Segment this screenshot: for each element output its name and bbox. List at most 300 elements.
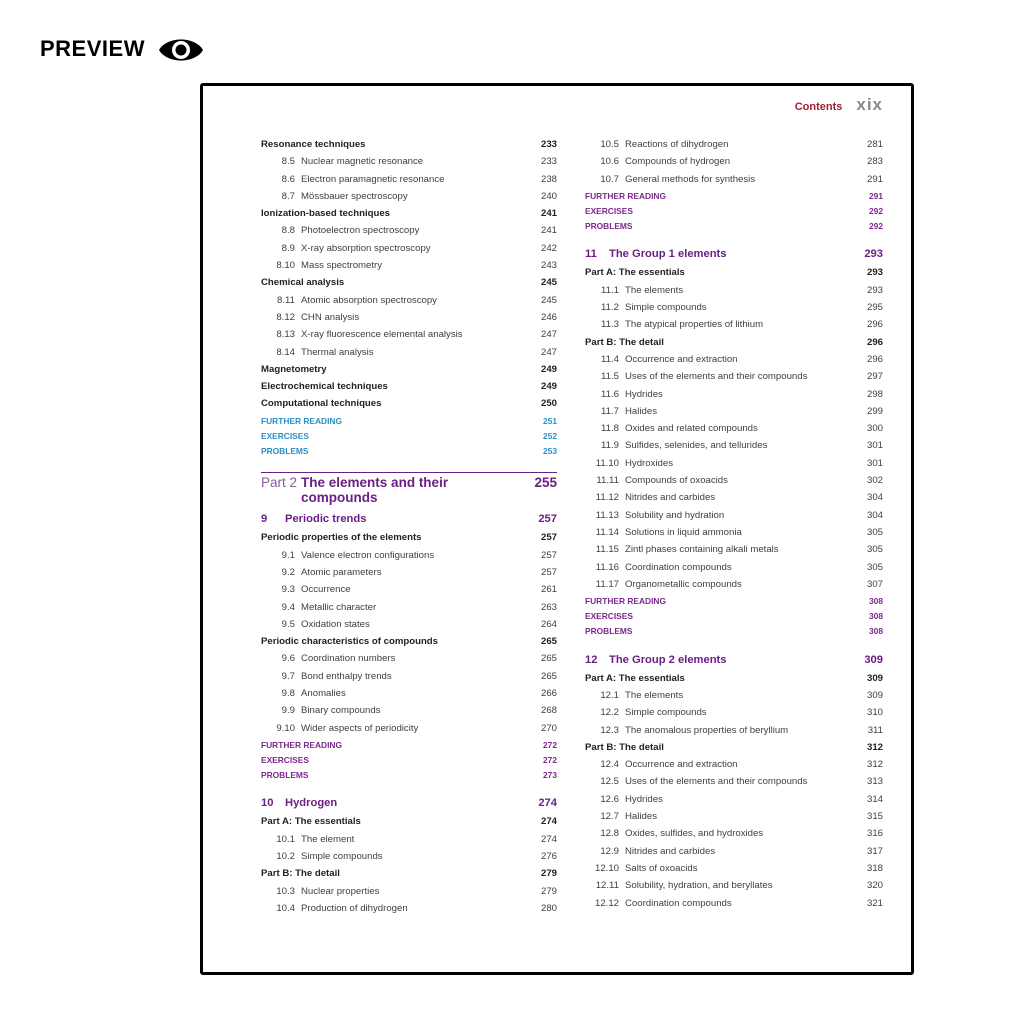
toc-section-heading[interactable] bbox=[261, 381, 557, 398]
toc-end-matter-link[interactable] bbox=[261, 446, 557, 461]
toc-entry-number: 11.9 bbox=[601, 440, 619, 452]
toc-entry-text bbox=[261, 295, 513, 306]
toc-section-heading[interactable] bbox=[261, 532, 557, 549]
toc-entry-title: Compounds of oxoacids bbox=[625, 475, 728, 487]
toc-entry-page: 320 bbox=[866, 880, 883, 892]
toc-entry-text bbox=[261, 653, 513, 664]
toc-entry-number: 9.6 bbox=[281, 653, 295, 665]
toc-entry-number: 8.7 bbox=[281, 190, 295, 202]
toc-entry-page: 304 bbox=[866, 492, 883, 504]
toc-section-heading[interactable] bbox=[585, 742, 883, 759]
chapter-page: 274 bbox=[538, 797, 557, 810]
toc-entry-text bbox=[261, 260, 513, 271]
toc-entry-page: 265 bbox=[540, 653, 557, 665]
toc-entry-text bbox=[585, 776, 839, 787]
toc-entry[interactable] bbox=[261, 329, 557, 346]
toc-entry-page: 308 bbox=[869, 626, 883, 637]
part-heading[interactable] bbox=[261, 475, 557, 506]
toc-entry-page: 238 bbox=[540, 173, 557, 185]
toc-entry-text bbox=[585, 423, 839, 434]
toc-entry-page: 296 bbox=[866, 336, 883, 348]
toc-entry[interactable] bbox=[261, 705, 557, 722]
toc-entry-number: 12.8 bbox=[600, 828, 619, 840]
part-title: The elements and their compounds bbox=[301, 475, 449, 506]
toc-entry-title: PROBLEMS bbox=[585, 626, 633, 637]
toc-entry-page: 292 bbox=[869, 221, 883, 232]
toc-entry-title: Periodic characteristics of compounds bbox=[261, 636, 439, 648]
toc-section-heading[interactable] bbox=[261, 139, 557, 156]
toc-entry-page: 305 bbox=[866, 544, 883, 556]
toc-entry-page: 272 bbox=[543, 755, 557, 766]
toc-entry-page: 316 bbox=[866, 828, 883, 840]
toc-entry-title: Part A: The essentials bbox=[261, 816, 361, 828]
toc-entry-number: 11.16 bbox=[595, 561, 619, 573]
toc-entry-text bbox=[261, 243, 513, 254]
toc-entry[interactable] bbox=[585, 285, 883, 302]
toc-entry-text bbox=[261, 903, 513, 914]
toc-left-column bbox=[261, 139, 557, 920]
toc-entry-text bbox=[261, 834, 513, 845]
toc-entry-page: 281 bbox=[866, 139, 883, 150]
toc-entry-number: 8.8 bbox=[281, 225, 295, 237]
toc-entry-title: Solubility, hydration, and beryllates bbox=[625, 880, 773, 892]
chapter-heading[interactable] bbox=[261, 513, 557, 532]
toc-entry-title: X-ray fluorescence elemental analysis bbox=[301, 329, 463, 341]
toc-entry[interactable] bbox=[261, 834, 557, 851]
toc-entry-title: FURTHER READING bbox=[585, 190, 666, 201]
toc-entry[interactable] bbox=[585, 690, 883, 707]
toc-entry-text bbox=[261, 156, 513, 167]
eye-icon[interactable] bbox=[157, 32, 205, 68]
chapter-heading[interactable] bbox=[261, 797, 557, 816]
toc-entry-page: 261 bbox=[540, 584, 557, 596]
toc-entry[interactable] bbox=[261, 312, 557, 329]
toc-entry-page: 246 bbox=[540, 311, 557, 323]
toc-entry-title: Oxides and related compounds bbox=[625, 423, 758, 435]
toc-entry[interactable] bbox=[261, 174, 557, 191]
toc-entry[interactable] bbox=[585, 389, 883, 406]
toc-entry-page: 273 bbox=[543, 770, 557, 781]
toc-entry-page: 249 bbox=[540, 363, 557, 375]
toc-entry-title: Occurrence and extraction bbox=[625, 353, 738, 365]
toc-entry-text bbox=[585, 285, 839, 296]
toc-section-heading[interactable] bbox=[261, 398, 557, 415]
toc-entry-text bbox=[585, 880, 839, 891]
toc-entry[interactable] bbox=[585, 811, 883, 828]
toc-entry-title: Solubility and hydration bbox=[625, 509, 725, 521]
toc-section-heading[interactable] bbox=[261, 816, 557, 833]
toc-entry-title: Coordination compounds bbox=[625, 897, 732, 909]
toc-entry-number: 12.7 bbox=[600, 811, 619, 823]
toc-entry-number: 11.7 bbox=[601, 405, 619, 417]
toc-entry-title: Coordination numbers bbox=[301, 653, 396, 665]
toc-entry-text bbox=[585, 139, 839, 150]
toc-entry[interactable] bbox=[261, 653, 557, 670]
toc-right-column bbox=[585, 139, 883, 915]
part-divider-rule bbox=[261, 472, 557, 473]
toc-entry[interactable] bbox=[585, 846, 883, 863]
toc-entry-page: 301 bbox=[866, 440, 883, 452]
toc-entry-title: Atomic parameters bbox=[301, 566, 382, 578]
toc-end-matter-link[interactable] bbox=[261, 755, 557, 770]
chapter-title: The Group 2 elements bbox=[609, 653, 727, 666]
toc-entry-title: Magnetometry bbox=[261, 363, 327, 375]
toc-entry-page: 241 bbox=[540, 225, 557, 237]
toc-entry-title: EXERCISES bbox=[261, 755, 309, 766]
toc-entry-number: 11.5 bbox=[601, 371, 619, 383]
toc-entry-page: 313 bbox=[866, 776, 883, 788]
toc-entry-title: Electron paramagnetic resonance bbox=[301, 173, 445, 185]
toc-entry-number: 9.9 bbox=[281, 705, 295, 717]
toc-entry-page: 304 bbox=[866, 509, 883, 521]
toc-entry[interactable] bbox=[261, 723, 557, 740]
toc-entry-number: 12.1 bbox=[600, 689, 619, 701]
toc-entry-title: Valence electron configurations bbox=[301, 549, 435, 561]
document-page bbox=[200, 83, 914, 975]
toc-entry-page: 311 bbox=[867, 724, 883, 736]
toc-entry-page: 264 bbox=[540, 618, 557, 630]
toc-entry-title: Compounds of hydrogen bbox=[625, 156, 731, 168]
toc-entry[interactable] bbox=[585, 510, 883, 527]
toc-entry-number: 12.10 bbox=[594, 862, 619, 874]
toc-end-matter-link[interactable] bbox=[261, 770, 557, 785]
toc-entry-number: 9.2 bbox=[281, 566, 295, 578]
toc-entry[interactable] bbox=[261, 347, 557, 364]
toc-entry[interactable] bbox=[261, 619, 557, 636]
toc-entry-page: 297 bbox=[866, 371, 883, 383]
toc-entry-page: 252 bbox=[543, 430, 557, 441]
toc-entry-text bbox=[585, 406, 839, 417]
toc-entry-title: The element bbox=[301, 833, 355, 845]
toc-section-heading[interactable] bbox=[261, 868, 557, 885]
toc-entry[interactable] bbox=[261, 191, 557, 208]
preview-label: PREVIEW bbox=[40, 36, 145, 61]
toc-entry-text bbox=[585, 690, 839, 701]
chapter-title-wrap bbox=[585, 248, 839, 260]
chapter-title-wrap bbox=[261, 797, 513, 809]
toc-end-matter-link[interactable] bbox=[261, 431, 557, 446]
toc-entry-title: Simple compounds bbox=[625, 302, 707, 314]
toc-entry-title: The elements bbox=[625, 284, 684, 296]
toc-entry[interactable] bbox=[585, 458, 883, 475]
toc-entry[interactable] bbox=[585, 898, 883, 915]
toc-entry-page: 308 bbox=[869, 611, 883, 622]
toc-entry-page: 245 bbox=[540, 277, 557, 289]
toc-entry-title: X-ray absorption spectroscopy bbox=[301, 242, 431, 254]
toc-entry-title: Coordination compounds bbox=[625, 561, 732, 573]
chapter-page: 309 bbox=[864, 653, 883, 666]
toc-entry-title: Chemical analysis bbox=[261, 277, 345, 289]
toc-entry-number: 9.3 bbox=[281, 584, 295, 596]
toc-entry-title: PROBLEMS bbox=[261, 770, 309, 781]
toc-entry-text bbox=[261, 851, 513, 862]
toc-entry-number: 12.5 bbox=[600, 776, 619, 788]
toc-entry-title: EXERCISES bbox=[585, 206, 633, 217]
toc-entry-title: Hydrides bbox=[625, 388, 663, 400]
toc-entry[interactable] bbox=[261, 671, 557, 688]
toc-entry-title: Halides bbox=[625, 811, 657, 823]
toc-entry-title: Halides bbox=[625, 405, 657, 417]
toc-entry-text bbox=[261, 584, 513, 595]
toc-end-matter-link[interactable] bbox=[261, 740, 557, 755]
toc-entry-title: Reactions of dihydrogen bbox=[625, 139, 729, 150]
toc-entry[interactable] bbox=[585, 371, 883, 388]
toc-entry[interactable] bbox=[585, 527, 883, 544]
toc-entry-title: Computational techniques bbox=[261, 398, 382, 410]
toc-entry-title: EXERCISES bbox=[585, 611, 633, 622]
toc-entry-page: 266 bbox=[540, 687, 557, 699]
toc-entry-number: 12.6 bbox=[600, 793, 619, 805]
toc-entry-number: 11.1 bbox=[601, 284, 619, 296]
toc-entry-number: 8.13 bbox=[276, 329, 295, 341]
toc-section-heading[interactable] bbox=[585, 337, 883, 354]
toc-entry[interactable] bbox=[585, 776, 883, 793]
chapter-title-wrap bbox=[261, 513, 513, 525]
toc-entry-page: 253 bbox=[543, 446, 557, 457]
toc-entry-text bbox=[585, 174, 839, 185]
toc-entry-title: Simple compounds bbox=[625, 707, 707, 719]
toc-right-top-block bbox=[585, 139, 883, 236]
toc-entry-page: 321 bbox=[866, 897, 883, 909]
toc-entry[interactable] bbox=[261, 886, 557, 903]
toc-entry-number: 8.9 bbox=[281, 242, 295, 254]
toc-entry-page: 296 bbox=[866, 353, 883, 365]
toc-section-heading[interactable] bbox=[261, 636, 557, 653]
toc-entry-page: 274 bbox=[540, 816, 557, 828]
chapter-number: 12 bbox=[585, 653, 598, 666]
toc-entry-text bbox=[261, 671, 513, 682]
toc-entry-page: 268 bbox=[540, 705, 557, 717]
toc-entry-page: 312 bbox=[866, 741, 883, 753]
toc-section-heading[interactable] bbox=[261, 208, 557, 225]
toc-entry-number: 11.14 bbox=[595, 526, 619, 538]
toc-entry-page: 305 bbox=[866, 561, 883, 573]
toc-entry-text bbox=[261, 174, 513, 185]
toc-entry-text bbox=[585, 863, 839, 874]
toc-entry-text bbox=[585, 794, 839, 805]
toc-entry-title: Ionization-based techniques bbox=[261, 208, 390, 220]
toc-entry-number: 11.2 bbox=[601, 302, 619, 314]
toc-entry[interactable] bbox=[585, 319, 883, 336]
toc-entry-text bbox=[261, 602, 513, 613]
toc-entry-page: 233 bbox=[540, 156, 557, 168]
toc-end-matter-link[interactable] bbox=[585, 596, 883, 611]
toc-entry-page: 242 bbox=[540, 242, 557, 254]
toc-entry-page: 310 bbox=[866, 707, 883, 719]
toc-entry-page: 270 bbox=[540, 722, 557, 734]
toc-entry[interactable] bbox=[585, 423, 883, 440]
toc-entry-number: 10.6 bbox=[600, 156, 619, 168]
toc-entry-text bbox=[585, 475, 839, 486]
toc-entry[interactable] bbox=[261, 225, 557, 242]
toc-entry[interactable] bbox=[585, 725, 883, 742]
chapter-heading[interactable] bbox=[585, 654, 883, 673]
toc-entry-title: FURTHER READING bbox=[261, 739, 342, 750]
toc-entry-number: 9.10 bbox=[276, 722, 295, 734]
toc-entry[interactable] bbox=[261, 688, 557, 705]
toc-entry-number: 11.6 bbox=[601, 388, 619, 400]
toc-entry-page: 263 bbox=[540, 601, 557, 613]
chapter-title: Periodic trends bbox=[285, 513, 367, 526]
toc-entry-title: Thermal analysis bbox=[301, 346, 374, 358]
toc-entry-number: 10.1 bbox=[276, 833, 295, 845]
toc-entry-title: Electrochemical techniques bbox=[261, 381, 388, 393]
toc-entry-page: 299 bbox=[866, 405, 883, 417]
toc-entry-number: 8.6 bbox=[281, 173, 295, 185]
toc-entry[interactable] bbox=[585, 863, 883, 880]
toc-entry-text bbox=[261, 723, 513, 734]
toc-entry-number: 8.5 bbox=[281, 156, 295, 168]
toc-entry-page: 305 bbox=[866, 526, 883, 538]
toc-entry-number: 10.2 bbox=[276, 851, 295, 863]
toc-entry[interactable] bbox=[585, 492, 883, 509]
toc-entry[interactable] bbox=[585, 406, 883, 423]
toc-entry-page: 307 bbox=[866, 578, 883, 590]
chapter-heading[interactable] bbox=[585, 248, 883, 267]
toc-entry-page: 250 bbox=[540, 398, 557, 410]
toc-entry[interactable] bbox=[261, 851, 557, 868]
toc-entry[interactable] bbox=[585, 880, 883, 897]
toc-entry-title: CHN analysis bbox=[301, 311, 360, 323]
toc-entry-title: Hydroxides bbox=[625, 457, 673, 469]
toc-entry-title: Nitrides and carbides bbox=[625, 845, 716, 857]
chapter-page: 257 bbox=[538, 513, 557, 526]
chapter-number: 11 bbox=[585, 248, 597, 261]
toc-entry[interactable] bbox=[585, 475, 883, 492]
toc-entry[interactable] bbox=[261, 567, 557, 584]
toc-entry-title: Salts of oxoacids bbox=[625, 862, 698, 874]
toc-end-matter-link[interactable] bbox=[585, 191, 883, 206]
toc-entry-number: 9.5 bbox=[281, 618, 295, 630]
toc-entry-page: 315 bbox=[866, 811, 883, 823]
toc-entry-text bbox=[585, 527, 839, 538]
toc-end-matter-link[interactable] bbox=[585, 611, 883, 626]
toc-entry-number: 11.11 bbox=[596, 475, 619, 487]
toc-entry-title: Bond enthalpy trends bbox=[301, 670, 392, 682]
toc-entry-page: 257 bbox=[540, 549, 557, 561]
toc-entry-text bbox=[261, 312, 513, 323]
toc-entry-number: 10.5 bbox=[600, 139, 619, 150]
toc-entry-text bbox=[585, 156, 839, 167]
toc-entry-text bbox=[585, 302, 839, 313]
toc-entry-number: 12.9 bbox=[600, 845, 619, 857]
toc-entry[interactable] bbox=[261, 243, 557, 260]
chapter-number: 9 bbox=[261, 513, 268, 526]
toc-entry-page: 283 bbox=[866, 156, 883, 168]
toc-section-heading[interactable] bbox=[585, 267, 883, 284]
toc-entry-text bbox=[585, 562, 839, 573]
toc-end-matter-link[interactable] bbox=[585, 206, 883, 221]
toc-entry[interactable] bbox=[261, 295, 557, 312]
toc-entry-title: Part B: The detail bbox=[585, 336, 664, 348]
toc-entry[interactable] bbox=[585, 354, 883, 371]
toc-entry-page: 233 bbox=[540, 139, 557, 150]
toc-entry-number: 11.17 bbox=[595, 578, 619, 590]
toc-entry-title: Oxides, sulfides, and hydroxides bbox=[625, 828, 764, 840]
toc-entry-text bbox=[261, 567, 513, 578]
toc-entry-text bbox=[585, 458, 839, 469]
toc-entry[interactable] bbox=[261, 550, 557, 567]
toc-entry-title: Occurrence and extraction bbox=[625, 759, 738, 771]
toc-entry-title: The elements bbox=[625, 689, 684, 701]
chapter-title-wrap bbox=[585, 654, 839, 666]
toc-entry[interactable] bbox=[585, 440, 883, 457]
toc-right-chapters bbox=[585, 248, 883, 914]
toc-entry[interactable] bbox=[585, 302, 883, 319]
toc-entry-page: 240 bbox=[540, 190, 557, 202]
toc-entry-number: 9.4 bbox=[281, 601, 295, 613]
toc-entry-page: 302 bbox=[866, 475, 883, 487]
toc-entry-title: PROBLEMS bbox=[261, 446, 309, 457]
toc-entry[interactable] bbox=[261, 156, 557, 173]
toc-section-heading[interactable] bbox=[261, 277, 557, 294]
toc-entry-title: FURTHER READING bbox=[585, 596, 666, 607]
toc-section-heading[interactable] bbox=[261, 364, 557, 381]
toc-entry-title: Atomic absorption spectroscopy bbox=[301, 294, 437, 306]
toc-entry-title: Wider aspects of periodicity bbox=[301, 722, 419, 734]
toc-entry-page: 247 bbox=[540, 329, 557, 341]
toc-entry-page: 317 bbox=[866, 845, 883, 857]
toc-entry[interactable] bbox=[585, 828, 883, 845]
toc-entry[interactable] bbox=[585, 794, 883, 811]
toc-entry-page: 257 bbox=[540, 532, 557, 544]
toc-entry[interactable] bbox=[261, 260, 557, 277]
toc-entry[interactable] bbox=[261, 903, 557, 920]
toc-entry-page: 309 bbox=[866, 689, 883, 701]
toc-entry[interactable] bbox=[585, 139, 883, 156]
toc-entry-title: PROBLEMS bbox=[585, 221, 633, 232]
toc-entry-text bbox=[261, 550, 513, 561]
toc-entry-text bbox=[585, 389, 839, 400]
toc-entry-title: The anomalous properties of beryllium bbox=[625, 724, 789, 736]
toc-entry-number: 8.11 bbox=[277, 294, 295, 306]
toc-entry-number: 11.15 bbox=[595, 544, 619, 556]
toc-entry-page: 279 bbox=[540, 868, 557, 880]
toc-entry-page: 279 bbox=[540, 885, 557, 897]
toc-entry[interactable] bbox=[585, 544, 883, 561]
toc-entry[interactable] bbox=[585, 579, 883, 596]
toc-entry-number: 12.12 bbox=[594, 897, 619, 909]
toc-entry-title: Nuclear properties bbox=[301, 885, 380, 897]
toc-end-matter-link[interactable] bbox=[585, 221, 883, 236]
toc-entry-number: 11.10 bbox=[595, 457, 619, 469]
toc-entry-title: Resonance techniques bbox=[261, 139, 366, 150]
toc-entry-page: 274 bbox=[540, 833, 557, 845]
toc-entry[interactable] bbox=[585, 759, 883, 776]
part-label: Part 2 bbox=[261, 475, 298, 491]
toc-entry[interactable] bbox=[585, 156, 883, 173]
toc-end-matter-link[interactable] bbox=[261, 416, 557, 431]
toc-entry-title: Uses of the elements and their compounds bbox=[625, 371, 808, 383]
toc-end-matter-link[interactable] bbox=[585, 626, 883, 641]
toc-section-heading[interactable] bbox=[585, 673, 883, 690]
toc-entry[interactable] bbox=[585, 174, 883, 191]
toc-entry-number: 10.7 bbox=[600, 173, 619, 185]
toc-entry-page: 251 bbox=[543, 415, 557, 426]
toc-entry-title: Production of dihydrogen bbox=[301, 902, 408, 914]
toc-entry-page: 298 bbox=[866, 388, 883, 400]
toc-entry-text bbox=[585, 707, 839, 718]
toc-entry-number: 11.4 bbox=[601, 353, 619, 365]
toc-entry-text bbox=[585, 811, 839, 822]
toc-entry[interactable] bbox=[585, 562, 883, 579]
toc-entry[interactable] bbox=[261, 584, 557, 601]
toc-entry[interactable] bbox=[585, 707, 883, 724]
toc-entry-page: 301 bbox=[866, 457, 883, 469]
toc-entry-page: 276 bbox=[540, 851, 557, 863]
chapter-number: 10 bbox=[261, 797, 274, 810]
toc-entry[interactable] bbox=[261, 602, 557, 619]
